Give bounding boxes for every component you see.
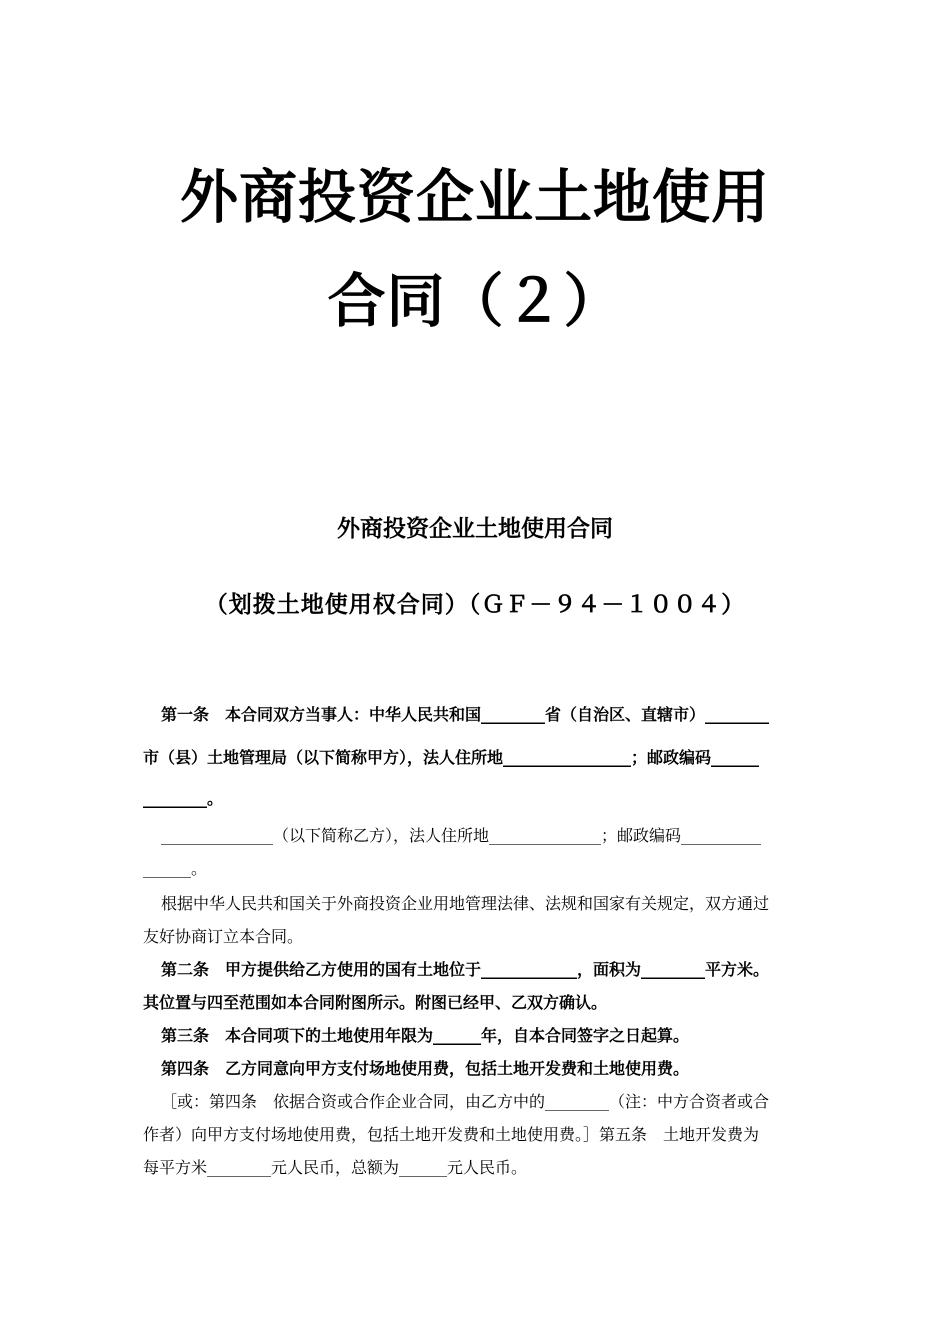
alt-clause-line-1: ［或：第四条 依据合资或合作企业合同，由乙方中的________（注：中方合资者或合: [161, 1092, 770, 1111]
contract-heading: 外商投资企业土地使用合同: [337, 516, 613, 542]
document-title-line-2: 合同（２）: [327, 267, 623, 335]
contract-subheading: （划拨土地使用权合同）（ＧＦ－９４－１００４）: [204, 592, 746, 618]
basis-line-1: 根据中华人民共和国关于外商投资企业用地管理法律、法规和国家有关规定，双方通过: [161, 894, 770, 913]
contract-body: [143, 698, 807, 1184]
clause-2-line-1: 第二条 甲方提供给乙方使用的国有土地位于____________，面积为________平方米。: [161, 960, 770, 979]
basis-line-2: 友好协商订立本合同。: [143, 927, 304, 946]
clause-1-line-2: 市（县）土地管理局（以下简称甲方），法人住所地________________；邮政编码______: [143, 748, 760, 767]
clause-3: 第三条 本合同项下的土地使用年限为______年，自本合同签字之日起算。: [161, 1026, 690, 1045]
clause-1-line-3: ________。: [143, 789, 224, 808]
clause-4: 第四条 乙方同意向甲方支付场地使用费，包括土地开发费和土地使用费。: [161, 1059, 690, 1078]
clause-2-line-2: 其位置与四至范围如本合同附图所示。附图已经甲、乙双方确认。: [143, 993, 608, 1012]
clause-1-line-1: 第一条 本合同双方当事人：中华人民共和国________省（自治区、直辖市）________: [161, 705, 770, 724]
alt-clause-line-2: 作者）向甲方支付场地使用费，包括土地开发费和土地使用费。］第五条 土地开发费为: [143, 1125, 760, 1144]
clause-1b-line-2: ______。: [143, 859, 208, 878]
document-title-line-1: 外商投资企业土地使用: [179, 163, 770, 231]
clause-1b-line-1: ______________（以下简称乙方），法人住所地______________；邮政编码__________: [161, 826, 762, 845]
alt-clause-line-3: 每平方米________元人民币，总额为______元人民币。: [143, 1158, 528, 1177]
